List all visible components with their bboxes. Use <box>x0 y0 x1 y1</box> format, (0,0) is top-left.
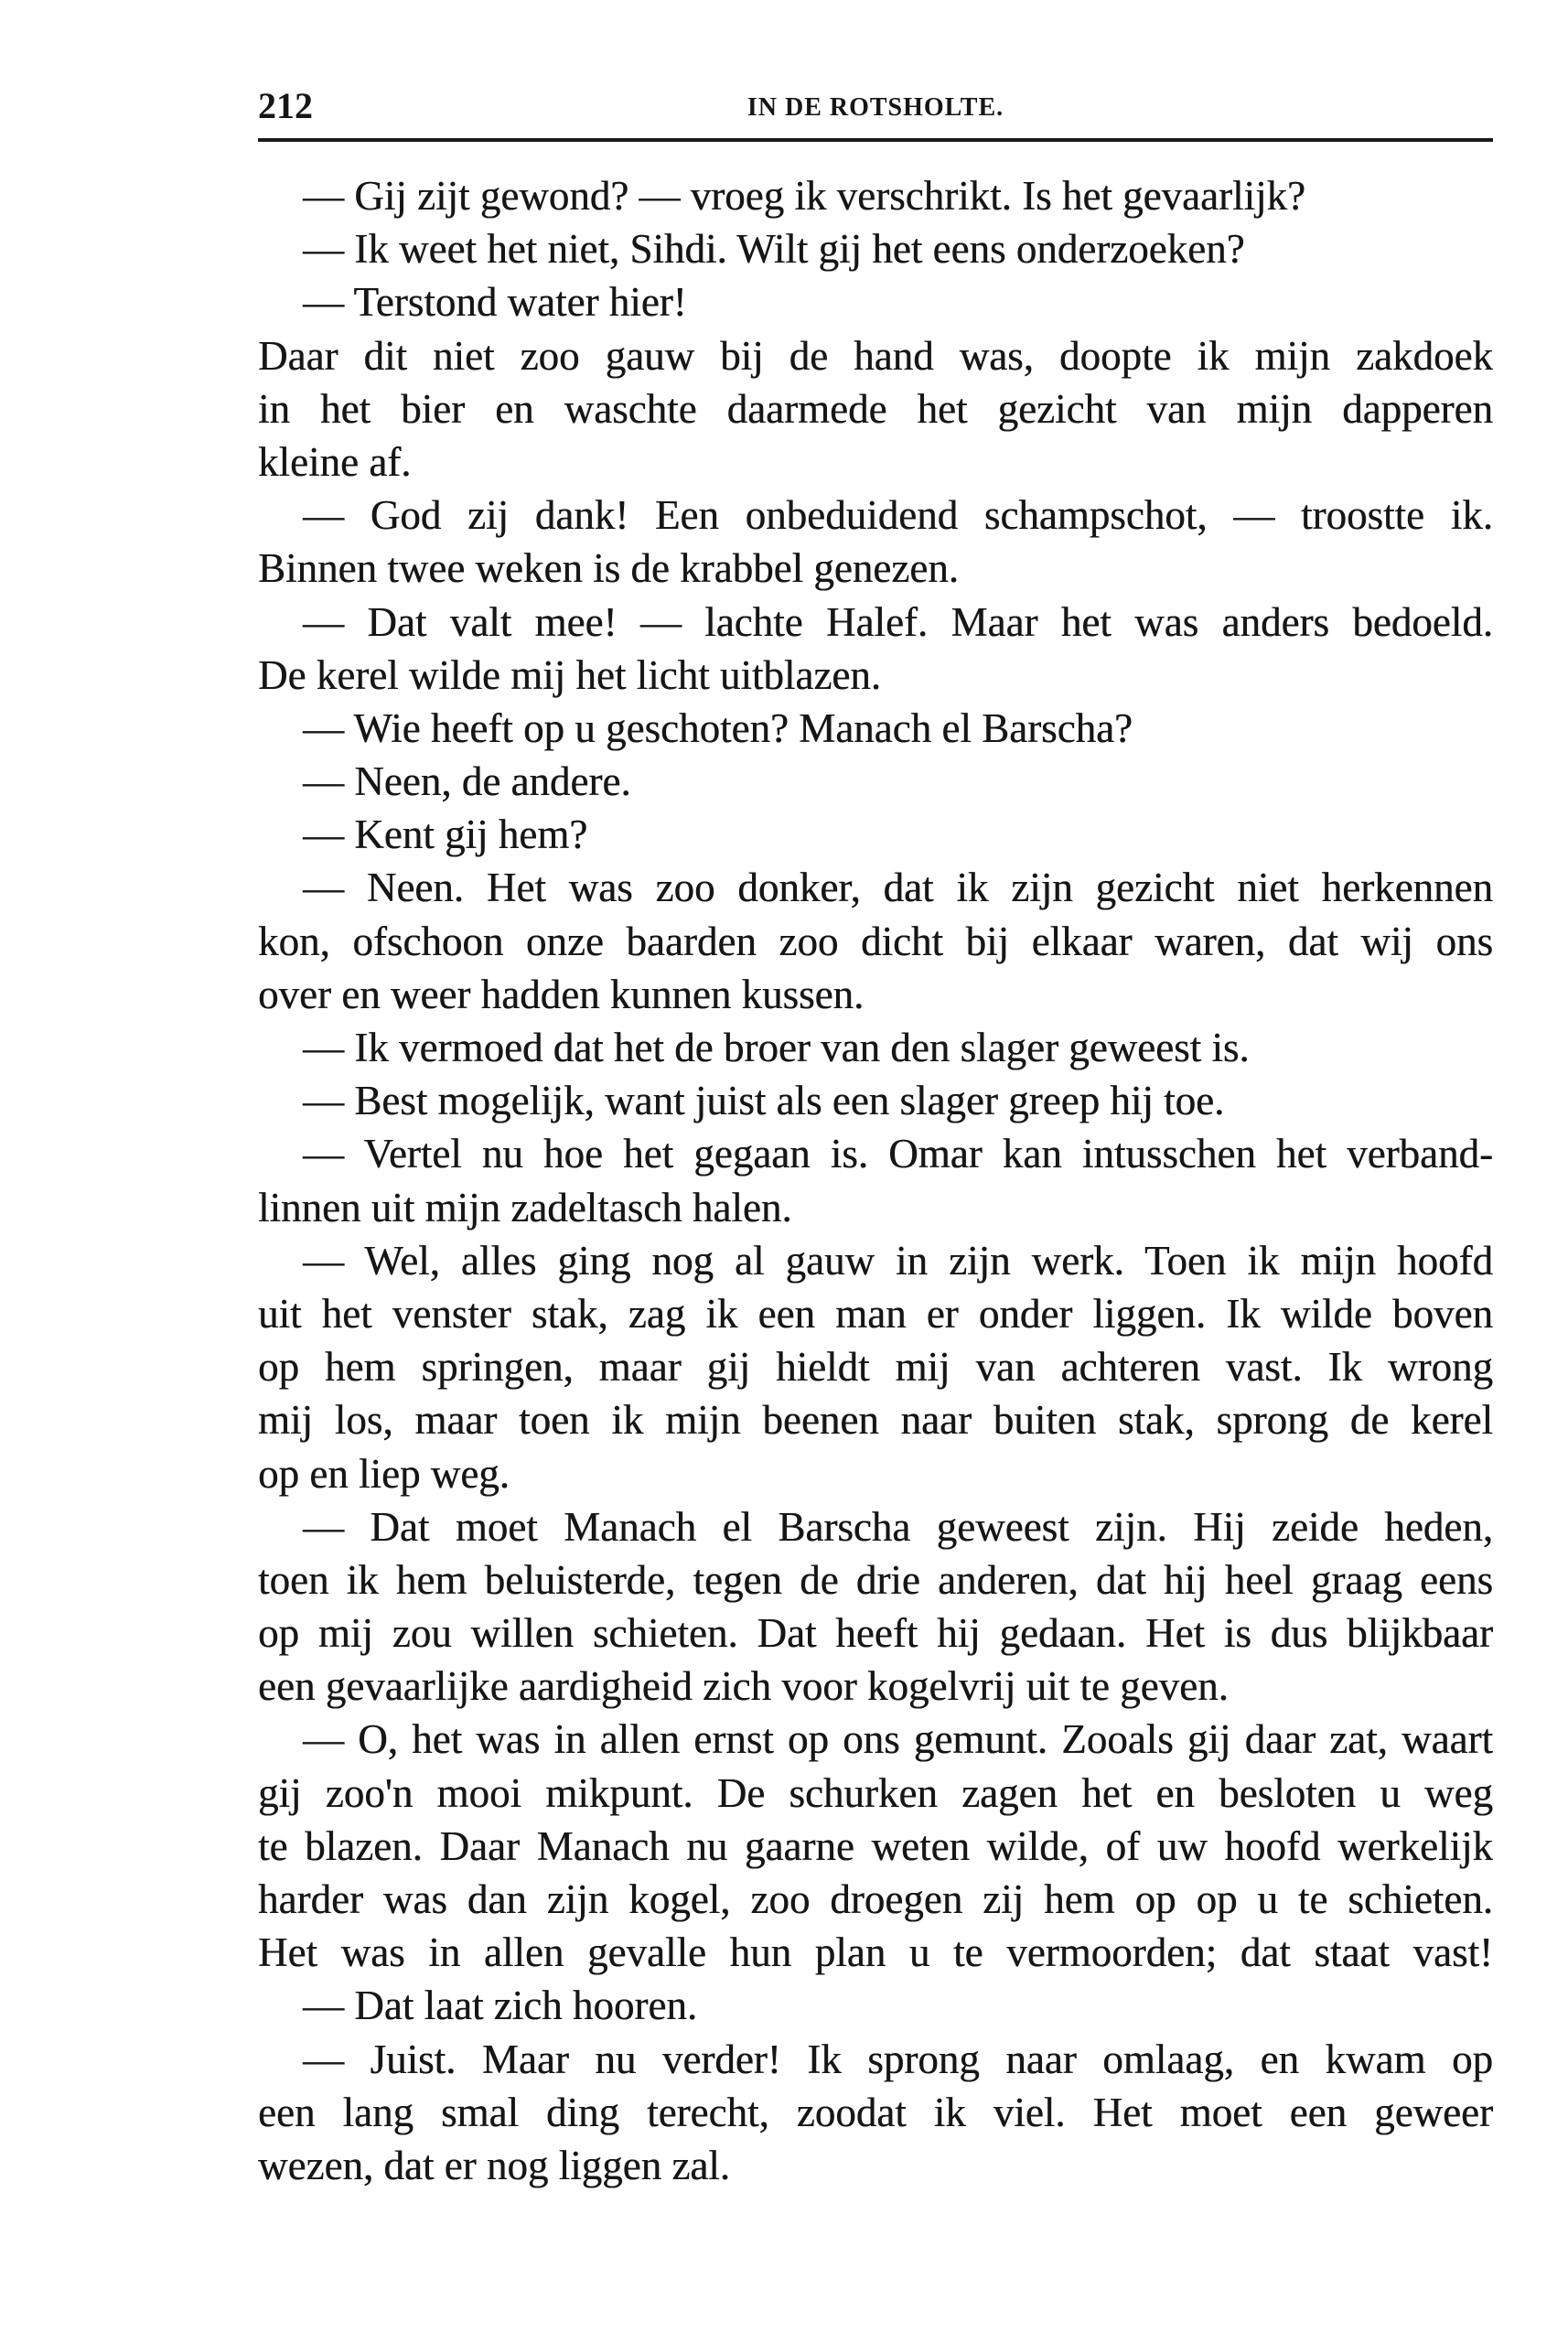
header-rule <box>258 138 1493 142</box>
text-line: Binnen twee weken is de krabbel genezen. <box>258 545 959 592</box>
text-line: — Dat valt mee! — lachte Halef. Maar het was anders bedoeld. <box>303 598 1493 645</box>
text-line: toen ik hem beluisterde, tegen de drie anderen, dat hij heel graag eens <box>258 1556 1493 1603</box>
text-line: Het was in allen gevalle hun plan u te vermoorden; dat staat vast! <box>258 1929 1493 1976</box>
text-line: linnen uit mijn zadeltasch halen. <box>258 1184 792 1230</box>
text-line: — Dat laat zich hooren. <box>303 1983 698 2029</box>
text-line: een gevaarlijke aardigheid zich voor kogelvrij uit te geven. <box>258 1663 1229 1710</box>
text-line: — Dat moet Manach el Barscha geweest zijn. Hij zeide heden, <box>303 1503 1493 1550</box>
text-line: — Terstond water hier! <box>303 279 687 326</box>
text-line: over en weer hadden kunnen kussen. <box>258 971 865 1017</box>
page-body <box>258 169 1493 2192</box>
text-line: kleine af. <box>258 438 412 485</box>
text-line: — Wie heeft op u geschoten? Manach el Barscha? <box>303 704 1133 751</box>
text-line: mij los, maar toen ik mijn beenen naar buiten stak, sprong de kerel <box>258 1397 1493 1444</box>
text-line: — Ik vermoed dat het de broer van den slager geweest is. <box>303 1025 1250 1070</box>
text-line: — Wel, alles ging nog al gauw in zijn werk. Toen ik mijn hoofd <box>303 1237 1493 1284</box>
text-line: — Ik weet het niet, Sihdi. Wilt gij het eens onderzoeken? <box>303 226 1245 273</box>
text-line: — O, het was in allen ernst op ons gemunt. Zooals gij daar zat, waart <box>303 1716 1493 1763</box>
text-line: op hem springen, maar gij hieldt mij van achteren vast. Ik wrong <box>258 1344 1493 1391</box>
text-line: in het bier en waschte daarmede het gezicht van mijn dapperen <box>258 385 1493 432</box>
text-line: — Kent gij hem? <box>303 811 588 858</box>
text-line: harder was dan zijn kogel, zoo droegen zij hem op op u te schieten. <box>258 1876 1493 1922</box>
text-line: — Best mogelijk, want juist als een slager greep hij toe. <box>303 1078 1225 1124</box>
text-line: — Neen, de andere. <box>303 758 631 805</box>
text-line: — Juist. Maar nu verder! Ik sprong naar omlaag, en kwam op <box>303 2036 1493 2082</box>
page-number: 212 <box>258 85 313 126</box>
text-line: uit het venster stak, zag ik een man er onder liggen. Ik wilde boven <box>258 1290 1493 1337</box>
text-line: — Neen. Het was zoo donker, dat ik zijn gezicht niet herkennen <box>303 865 1493 911</box>
running-title: IN DE ROTSHOLTE. <box>746 93 1004 122</box>
text-line: een lang smal ding terecht, zoodat ik viel. Het moet een geweer <box>258 2089 1493 2135</box>
text-line: gij zoo'n mooi mikpunt. De schurken zagen het en besloten u weg <box>258 1769 1493 1816</box>
text-line: — Vertel nu hoe het gegaan is. Omar kan intusschen het verband- <box>303 1131 1493 1177</box>
text-line: op en liep weg. <box>258 1450 510 1497</box>
text-line: De kerel wilde mij het licht uitblazen. <box>258 651 882 698</box>
text-line: te blazen. Daar Manach nu gaarne weten wilde, of uw hoofd werkelijk <box>258 1822 1493 1869</box>
text-line: wezen, dat er nog liggen zal. <box>258 2142 731 2188</box>
text-line: — Gij zijt gewond? — vroeg ik verschrikt. Is het gevaarlijk? <box>303 173 1305 219</box>
text-line: Daar dit niet zoo gauw bij de hand was, doopte ik mijn zakdoek <box>258 332 1493 379</box>
text-line: kon, ofschoon onze baarden zoo dicht bij elkaar waren, dat wij ons <box>258 918 1493 964</box>
text-line: — God zij dank! Een onbeduidend schampschot, — troostte ik. <box>303 492 1493 539</box>
text-line: op mij zou willen schieten. Dat heeft hij gedaan. Het is dus blijkbaar <box>258 1610 1493 1657</box>
